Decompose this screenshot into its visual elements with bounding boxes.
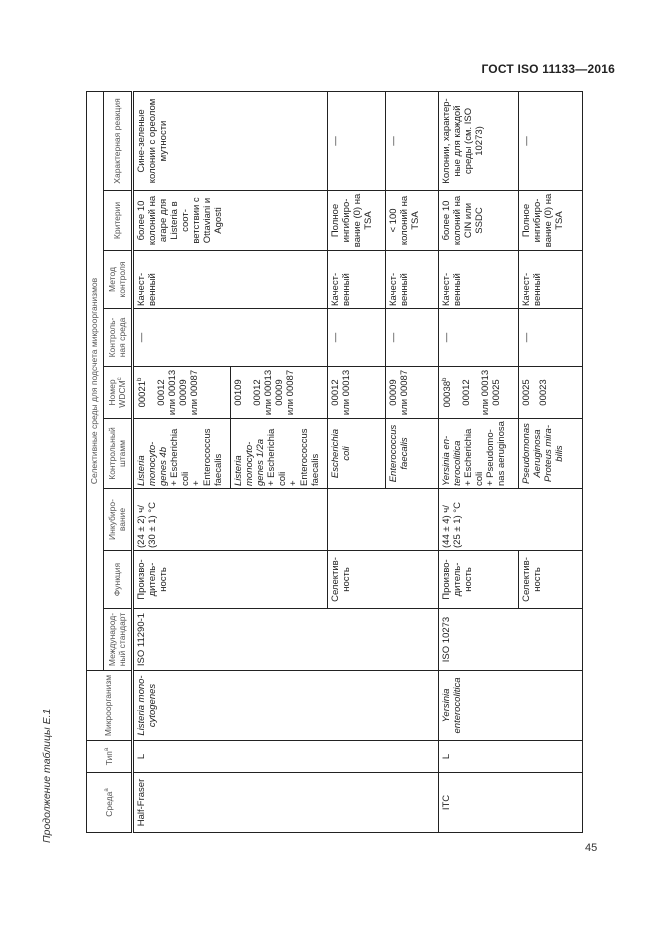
cell-wdcm: 00109 00012 или 00013 00009 или 00087 — [231, 367, 328, 419]
cell-control-medium: — — [439, 309, 519, 367]
selective-media-table — [86, 91, 583, 833]
cell-criteria: < 100 колоний на TSA — [385, 191, 438, 251]
cell-control-medium: — — [328, 309, 386, 367]
group-title: Селективные среды для подсчета микроорганизмов — [87, 91, 104, 670]
cell-strain: Escherichia coli — [328, 419, 386, 489]
cell-function: Произво-дитель-ность — [133, 551, 328, 609]
header-criteria: Критерии — [104, 191, 133, 251]
cell-strain: Yersinia en-terocolitica + Escherichia coli + Pseudomo-nas aeruginosa — [439, 419, 519, 489]
cell-reaction: — — [519, 91, 583, 190]
cell-organism: Listeria mono-cytogenes — [133, 671, 439, 741]
cell-function: Селектив-ность — [519, 551, 583, 609]
cell-method: Качест-венный — [328, 251, 386, 309]
cell-wdcm: 00021$^b$ 00012 или 00013 00009 или 00087 — [133, 367, 231, 419]
document-standard-header: ГОСТ ISO 11133—2016 — [481, 62, 615, 76]
cell-function: Селектив-ность — [328, 551, 439, 609]
cell-control-medium: — — [385, 309, 438, 367]
header-function: Функция — [104, 551, 133, 609]
table-caption: Продолжение таблицы Е.1 — [41, 708, 53, 843]
cell-criteria: более 10 колоний на CIN или SSDC — [439, 191, 519, 251]
cell-strain: Listeria monocyto-genes 4b + Escherichia coli + Enterococcus faecalis — [133, 419, 231, 489]
cell-organism: Yersinia enterocolitica — [439, 671, 583, 741]
header-incubation: Инкубиро-вание — [104, 489, 133, 551]
header-reaction: Характерная реакция — [104, 91, 133, 190]
cell-incubation: (44 ± 4) ч/ (25 ± 1) °С — [439, 489, 583, 551]
header-method: Метод контроля — [104, 251, 133, 309]
cell-wdcm: 00009 или 00087 — [385, 367, 438, 419]
table-row — [439, 91, 519, 832]
cell-incubation: (24 ± 2) ч/ (30 ± 1) °С — [133, 489, 328, 551]
cell-standard: ISO 11290-1 — [133, 609, 439, 671]
cell-incubation — [328, 489, 439, 551]
cell-medium: ITC — [439, 773, 583, 833]
cell-method: Качест-венный — [133, 251, 328, 309]
cell-method: Качест-венный — [519, 251, 583, 309]
cell-reaction: Сине-зеленые колонии с ореолом мутности — [133, 91, 328, 190]
cell-criteria: Полное ингибиро-вание (0) на TSA — [519, 191, 583, 251]
cell-method: Качест-венный — [439, 251, 519, 309]
cell-wdcm: 00025 00023 — [519, 367, 583, 419]
cell-medium: Half-Fraser — [133, 773, 439, 833]
header-medium: Среда$^a$ — [87, 773, 133, 833]
cell-criteria: более 10 колоний на агаре для Listeria в соот-ветствии с Ottaviani и Agosti — [133, 191, 328, 251]
header-type: Тип$^a$ — [87, 741, 133, 773]
header-organism: Микроорганизм — [87, 671, 133, 741]
header-strain: Контрольный штамм — [104, 419, 133, 489]
cell-reaction: Колонии, характер-ные для каждой среды (см. ISO 10273) — [439, 91, 519, 190]
cell-strain: Pseudomonas Aeruginosa Proteus mira-bilis — [519, 419, 583, 489]
cell-standard: ISO 10273 — [439, 609, 583, 671]
table-row — [133, 91, 231, 832]
header-control-medium: Контроль-ная среда — [104, 309, 133, 367]
cell-wdcm: 00038$^b$ 00012 или 00013 00025 — [439, 367, 519, 419]
cell-type: L — [439, 741, 583, 773]
cell-type: L — [133, 741, 439, 773]
header-wdcm: Номер WDCM$^c$ — [104, 367, 133, 419]
cell-reaction: — — [385, 91, 438, 190]
header-standard: Международ-ный стандарт — [104, 609, 133, 671]
cell-strain: Listeria monocyto-genes 1/2a + Escherichia coli + Enterococcus faecalis — [231, 419, 328, 489]
cell-function: Произво-дитель-ность — [439, 551, 519, 609]
rotated-table-container — [86, 92, 583, 833]
cell-method: Качест-венный — [385, 251, 438, 309]
cell-control-medium: — — [519, 309, 583, 367]
cell-reaction: — — [328, 91, 386, 190]
cell-control-medium: — — [133, 309, 328, 367]
cell-strain: Enterococcus faecalis — [385, 419, 438, 489]
cell-wdcm: 00012 или 00013 — [328, 367, 386, 419]
cell-criteria: Полное ингибиро-вание (0) на TSA — [328, 191, 386, 251]
page-number: 45 — [585, 842, 598, 854]
